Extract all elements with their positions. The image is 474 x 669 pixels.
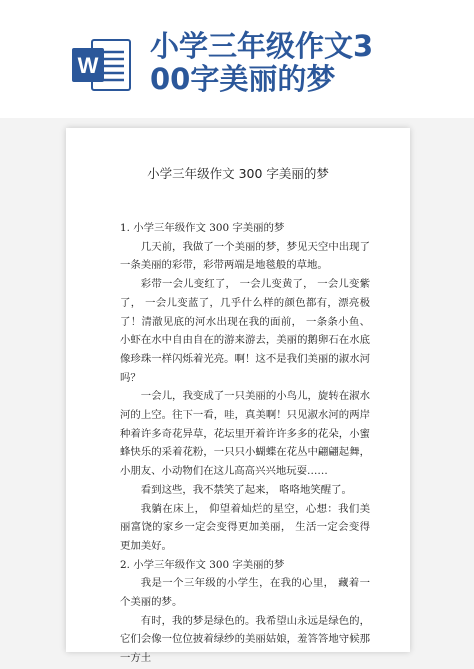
document-paragraph: 1. 小学三年级作文 300 字美丽的梦 <box>120 222 285 234</box>
page-title <box>150 30 470 96</box>
document-paragraph: 看到这些，我不禁笑了起来， 咯咯地笑醒了。 <box>140 483 352 496</box>
document-paragraph: 一会儿，我变成了一只美丽的小鸟儿，旋转在淑水河的上空。往下一看，哇，真美啊！只见淑水河的两岸种着许多奇花异草，花坛里开着许许多多的花朵，小蜜蜂快乐的采着花粉，一只只小蝴蝶在花丛中翩翩起舞，小朋友、小动物们在这儿高高兴兴地玩耍…… <box>120 390 370 478</box>
document-paragraph: 我是一个三年级的小学生，在我的心里， 藏着一个美丽的梦。 <box>120 577 370 609</box>
word-icon-letter: W <box>77 53 99 78</box>
header-banner <box>0 0 474 130</box>
document-paragraph: 有时，我的梦是绿色的。我希望山永远是绿色的， 它们会像一位位披着绿纱的美丽姑娘，羞答答地守候那一方土 <box>120 614 370 665</box>
document-paragraph: 彩带一会儿变红了， 一会儿变黄了， 一会儿变紫了， 一会儿变蓝了，几乎什么样的颜色都有，漂亮极了！清澈见底的河水出现在我的面前， 一条条小鱼、小虾在水中自由自在的游来游去，美丽的鹅卵石在水底像珍珠一样闪烁着光亮。啊！这不是我们美丽的淑水河吗？ <box>120 278 370 384</box>
page-title-line-1: 小学三年级作文3 <box>150 29 374 63</box>
document-paragraph: 我躺在床上， 仰望着灿烂的星空，心想：我们美丽富饶的家乡一定会变得更加美丽， 生活一定会变得更加美好。 <box>120 502 370 552</box>
word-document-icon <box>70 36 132 94</box>
document-page <box>66 128 410 665</box>
document-paragraph: 几天前，我做了一个美丽的梦，梦见天空中出现了一条美丽的彩带，彩带两端是地毯般的草地。 <box>120 240 370 272</box>
page-title-line-2: 00字美丽的梦 <box>150 62 336 96</box>
document-body <box>120 219 370 668</box>
document-paragraph: 2. 小学三年级作文 300 字美丽的梦 <box>120 558 285 571</box>
document-title: 小学三年级作文 300 字美丽的梦 <box>147 166 329 181</box>
